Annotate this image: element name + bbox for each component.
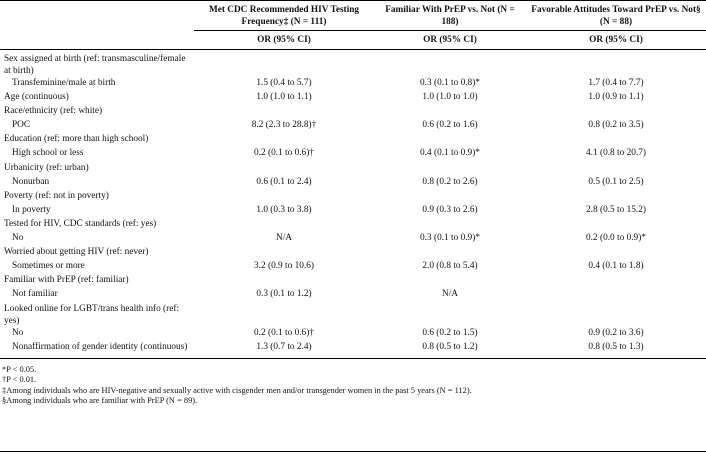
or-prep-familiar: 0.6 (0.2 to 1.6)	[422, 120, 478, 131]
footnote: †P < 0.01.	[2, 375, 37, 385]
footnote: *P < 0.05.	[2, 364, 37, 374]
row-label: Sex assigned at birth (ref: transmasculine/female at birth)	[4, 54, 186, 76]
table-row	[0, 190, 706, 204]
table-row	[0, 176, 706, 190]
or-prep-attitudes	[526, 274, 706, 288]
row-label: Worried about getting HIV (ref: never)	[4, 247, 149, 258]
table-row	[0, 218, 706, 232]
or-hiv-testing	[194, 218, 374, 232]
or-prep-familiar	[374, 162, 526, 176]
row-label: Nonaffirmation of gender identity (continuous)	[0, 341, 194, 359]
or-prep-attitudes	[526, 303, 706, 327]
or-hiv-testing	[194, 162, 374, 176]
or-prep-familiar	[374, 303, 526, 327]
row-label: High school or less	[12, 148, 84, 159]
or-prep-attitudes	[526, 288, 706, 302]
or-prep-attitudes	[526, 190, 706, 204]
row-label: Looked online for LGBT/trans health info (ref: yes)	[4, 303, 180, 326]
row-label: Not familiar	[12, 289, 58, 300]
table-row	[0, 246, 706, 260]
table-row	[0, 260, 706, 274]
row-label: No	[12, 233, 24, 244]
or-prep-familiar	[374, 105, 526, 119]
header-hiv-testing: Met CDC Recommended HIV Testing Frequency‡ (N = 111)	[194, 1, 374, 31]
or-prep-familiar: 0.3 (0.1 to 0.9)*	[420, 233, 480, 244]
or-hiv-testing	[194, 246, 374, 260]
row-label: Race/ethnicity (ref: white)	[4, 106, 103, 117]
or-hiv-testing: 1.0 (1.0 to 1.1)	[256, 92, 312, 103]
table-row	[0, 341, 706, 359]
table-row	[0, 204, 706, 218]
subheader-or-1: OR (95% CI)	[194, 31, 374, 50]
or-prep-familiar: 1.0 (1.0 to 1.0)	[422, 92, 478, 103]
row-label: Nonurban	[12, 176, 50, 187]
or-prep-familiar	[374, 190, 526, 204]
or-prep-attitudes: 0.4 (0.1 to 1.8)	[588, 261, 644, 272]
table-row	[0, 119, 706, 133]
footnote: §Among individuals who are familiar with PrEP (N = 89).	[2, 395, 198, 405]
or-hiv-testing	[194, 303, 374, 327]
or-prep-familiar: 0.6 (0.2 to 1.5)	[422, 327, 478, 338]
table-row	[0, 105, 706, 119]
or-prep-attitudes: 0.2 (0.0 to 0.9)*	[586, 233, 646, 244]
header-blank	[0, 1, 194, 31]
or-hiv-testing	[194, 133, 374, 147]
or-prep-attitudes	[526, 218, 706, 232]
or-prep-attitudes	[526, 105, 706, 119]
or-hiv-testing: 8.2 (2.3 to 28.8)†	[251, 120, 317, 131]
subheader-or-3: OR (95% CI)	[526, 31, 706, 50]
or-prep-attitudes: 0.8 (0.5 to 1.3)	[526, 341, 706, 359]
or-hiv-testing	[194, 105, 374, 119]
or-prep-familiar: 0.3 (0.1 to 0.8)*	[420, 78, 480, 88]
or-hiv-testing: N/A	[275, 233, 292, 244]
or-prep-attitudes: 0.8 (0.2 to 3.5)	[588, 120, 644, 131]
row-label: Familiar with PrEP (ref: familiar)	[4, 275, 129, 286]
row-label: Urbanicity (ref: urban)	[4, 162, 89, 173]
or-prep-attitudes	[526, 246, 706, 260]
or-prep-familiar: 0.9 (0.3 to 2.6)	[422, 204, 478, 215]
subheader-blank	[0, 31, 194, 50]
or-prep-attitudes: 0.5 (0.1 to 2.5)	[588, 176, 644, 187]
or-prep-attitudes: 2.8 (0.5 to 15.2)	[586, 204, 646, 215]
table-row	[0, 162, 706, 176]
row-label: Transfeminine/male at birth	[12, 78, 116, 88]
or-prep-attitudes	[526, 133, 706, 147]
or-prep-attitudes: 1.0 (0.9 to 1.1)	[588, 92, 644, 103]
or-hiv-testing: 1.0 (0.3 to 3.8)	[256, 204, 312, 215]
footnote: ‡Among individuals who are HIV-negative and sexually active with cisgender men and/or transgender women in the past 5 years (N = 112).	[2, 385, 472, 395]
or-hiv-testing: 3.2 (0.9 to 10.6)	[254, 261, 314, 272]
footnotes	[0, 359, 706, 407]
row-label: POC	[12, 120, 31, 131]
table-row	[0, 288, 706, 302]
table-row	[0, 327, 706, 341]
or-prep-familiar	[374, 50, 526, 78]
table-header	[0, 1, 706, 50]
table-body	[0, 50, 706, 359]
or-prep-attitudes: 1.7 (0.4 to 7.7)	[588, 78, 644, 88]
row-label: Sometimes or more	[12, 261, 85, 272]
table-row	[0, 133, 706, 147]
or-hiv-testing: 0.2 (0.1 to 0.6)†	[254, 327, 314, 338]
or-prep-familiar	[374, 133, 526, 147]
table-row	[0, 274, 706, 288]
or-prep-attitudes: 4.1 (0.8 to 20.7)	[586, 148, 646, 159]
or-hiv-testing	[194, 50, 374, 78]
row-label: Age (continuous)	[4, 92, 69, 103]
or-prep-familiar	[374, 274, 526, 288]
or-hiv-testing: 1.5 (0.4 to 5.7)	[256, 78, 312, 88]
or-prep-attitudes	[526, 162, 706, 176]
bottom-rule	[0, 451, 706, 452]
or-hiv-testing: 0.6 (0.1 to 2.4)	[256, 176, 312, 187]
or-hiv-testing	[194, 190, 374, 204]
or-hiv-testing: 0.2 (0.1 to 0.6)†	[254, 148, 314, 159]
row-label: No	[12, 327, 24, 338]
or-hiv-testing: 0.3 (0.1 to 1.2)	[256, 289, 312, 300]
table-row	[0, 303, 706, 327]
or-prep-familiar	[374, 218, 526, 232]
or-hiv-testing: 1.3 (0.7 to 2.4)	[194, 341, 374, 359]
table-row	[0, 147, 706, 161]
table-row	[0, 91, 706, 105]
row-label: Education (ref: more than high school)	[4, 134, 149, 145]
header-prep-attitudes: Favorable Attitudes Toward PrEP vs. Not§ (N = 88)	[526, 1, 706, 31]
or-prep-familiar: 2.0 (0.8 to 5.4)	[422, 261, 478, 272]
table-row	[0, 50, 706, 78]
table-row	[0, 77, 706, 91]
subheader-or-2: OR (95% CI)	[374, 31, 526, 50]
table-row	[0, 232, 706, 246]
or-prep-attitudes: 0.9 (0.2 to 3.6)	[588, 327, 644, 338]
row-label: Tested for HIV, CDC standards (ref: yes)	[4, 218, 157, 229]
or-hiv-testing	[194, 274, 374, 288]
header-prep-familiar: Familiar With PrEP vs. Not (N = 188)	[374, 1, 526, 31]
or-prep-familiar: 0.8 (0.2 to 2.6)	[422, 176, 478, 187]
or-prep-attitudes	[526, 50, 706, 78]
row-label: Poverty (ref: not in poverty)	[4, 190, 109, 201]
or-prep-familiar: N/A	[441, 289, 458, 300]
or-prep-familiar: 0.8 (0.5 to 1.2)	[374, 341, 526, 359]
or-prep-familiar	[374, 246, 526, 260]
or-prep-familiar: 0.4 (0.1 to 0.9)*	[420, 148, 480, 159]
row-label: In poverty	[12, 204, 51, 215]
